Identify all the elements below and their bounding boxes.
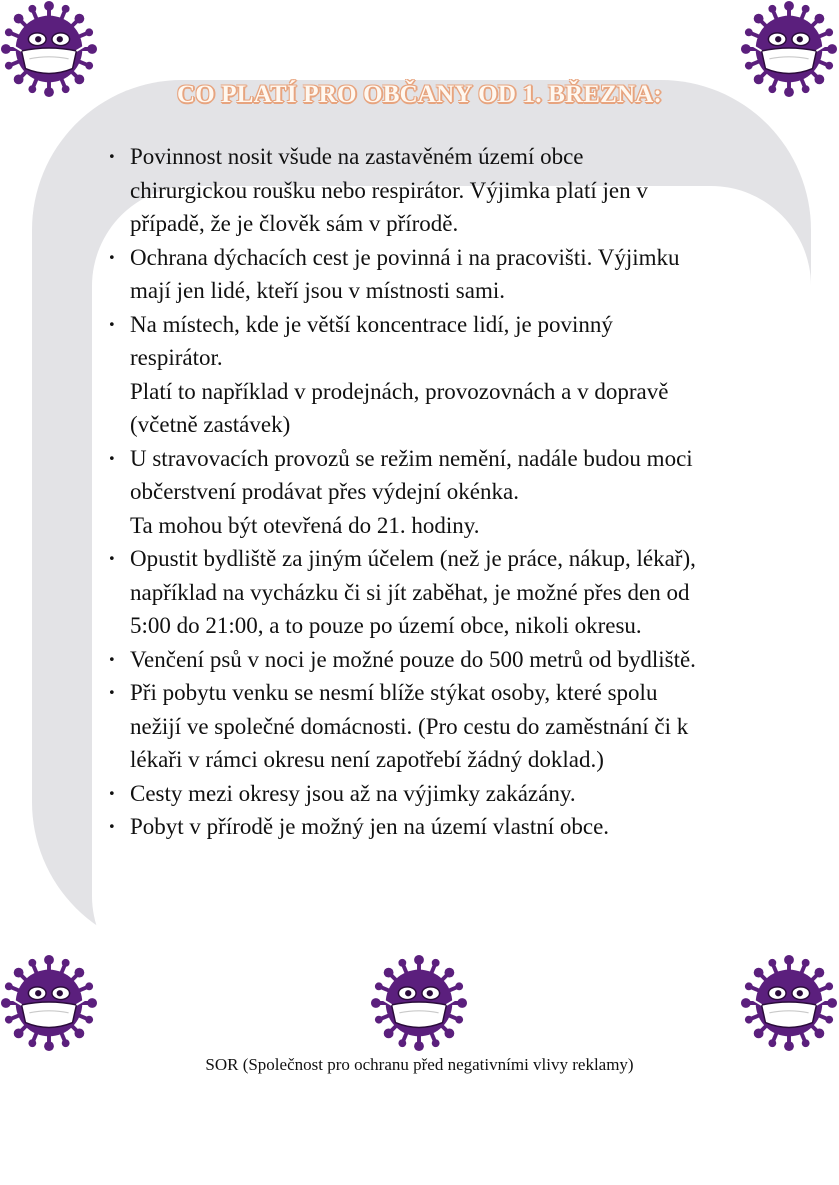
virus-mask-icon xyxy=(370,954,468,1052)
rule-line: · Při pobytu venku se nesmí blíže stýkat osoby, které spolu xyxy=(130,680,658,705)
rule-line: například na vycházku či si jít zaběhat, je možné přes den od xyxy=(130,579,690,605)
rules-list xyxy=(107,140,797,844)
rule-line: mají jen lidé, kteří jsou v místnosti sami. xyxy=(130,278,505,303)
rule-line: (včetně zastávek) xyxy=(130,412,291,437)
rule-line: respirátor. xyxy=(130,345,223,370)
virus-mask-icon xyxy=(0,954,98,1052)
list-item xyxy=(107,308,797,442)
rule-line: Ta mohou být otevřená do 21. hodiny. xyxy=(130,512,480,538)
list-item xyxy=(107,140,797,241)
rule-line: 5:00 do 21:00, a to pouze po území obce, nikoli okresu. xyxy=(130,613,642,638)
list-item xyxy=(107,542,797,643)
list-item xyxy=(107,643,797,677)
list-item xyxy=(107,810,797,844)
rule-line: · U stravovacích provozů se režim nemění, nadále budou moci xyxy=(130,445,693,471)
rule-line: · Pobyt v přírodě je možný jen na území vlastní obce. xyxy=(130,814,610,839)
rule-line: · Na místech, kde je větší koncentrace lidí, je povinný xyxy=(130,311,613,337)
list-item xyxy=(107,442,797,543)
rule-line: případě, že je člověk sám v přírodě. xyxy=(130,211,459,236)
footer-credit: SOR (Společnost pro ochranu před negativními vlivy reklamy) xyxy=(205,1055,634,1074)
list-item xyxy=(107,241,797,308)
rule-line: · Povinnost nosit všude na zastavěném území obce xyxy=(130,144,584,169)
rule-line: · Venčení psů v noci je možné pouze do 500 metrů od bydliště. xyxy=(130,646,696,672)
list-item xyxy=(107,676,797,777)
rule-line: · Opustit bydliště za jiným účelem (než je práce, nákup, lékař), xyxy=(130,546,696,571)
page-title: CO PLATÍ PRO OBČANY OD 1. BŘEZNA: xyxy=(176,81,663,108)
rule-line: · Cesty mezi okresy jsou až na výjimky zakázány. xyxy=(130,780,576,806)
rule-line: nežijí ve společné domácnosti. (Pro cestu do zaměstnání či k xyxy=(130,713,689,739)
rule-line: Platí to například v prodejnách, provozovnách a v dopravě xyxy=(130,378,669,404)
rule-line: lékaři v rámci okresu není zapotřebí žádný doklad.) xyxy=(130,747,604,772)
rule-line: občerstvení prodávat přes výdejní okénka. xyxy=(130,479,519,504)
list-item xyxy=(107,777,797,811)
virus-mask-icon xyxy=(740,954,838,1052)
rule-line: · Ochrana dýchacích cest je povinná i na pracovišti. Výjimku xyxy=(130,244,680,270)
rule-line: chirurgickou roušku nebo respirátor. Výjimka platí jen v xyxy=(130,177,648,203)
